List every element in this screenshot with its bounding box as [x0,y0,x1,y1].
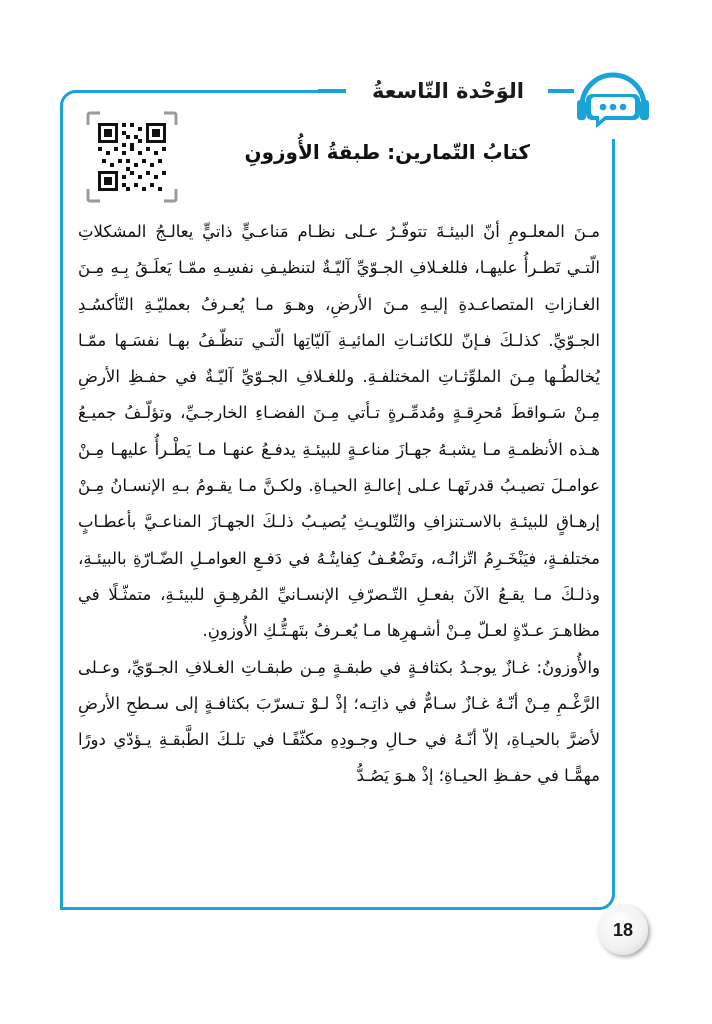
paragraph-2: والأُوزونُ: غـازٌ يوجـدُ بكثافـةٍ في طبقـةٍ مِـن طبقـاتِ الغـلافِ الجـوّيِّ، وعـلى الرَّغْـمِ مِـنْ أنّـهُ غـازٌ سـامٌّ في ذاتِـه؛ إذْ لـوْ تـسرّبَ بكثافـةٍ إلى سـطحِ الأرضِ لأضرَّ بالحيـاةِ، إلاّ أنّـهُ في حـالِ وجـودِهِ مكثّفًـا في تلـكَ الطَّبقـةِ يـؤدّي دورًا مهمًّـا في حفـظِ الحيـاةِ؛ إذْ هـوَ يَصُـدُّ [78,657,600,786]
header-line-left [318,89,346,93]
chat-headset-icon [572,60,654,142]
page-number: 18 [598,905,648,955]
qr-code-icon[interactable] [86,111,178,203]
unit-title: الوَحْدة التّاسعةُ [371,79,524,103]
header-line-right [548,89,574,93]
paragraph-1: مـنَ المعلـومِ أنّ البيئـةَ تتوفّـرُ عـلى نظـام مَناعـيٍّ ذاتيٍّ يعالـجُ المشكلاتِ الّتـي تَطـرأُ عليهـا، فللغـلافِ الجـوّيِّ آليّـةٌ لتنظيـفِ نفسِـهِ ممّـا يَعلَـقُ بِـهِ مِـنَ الغـازاتِ المتصاعـدةِ إليـهِ مـنَ الأرضِ، وهـوَ مـا يُعـرفُ بعمليّـةِ التّأكسُـدِ الجـوّيِّ. كذلـكَ فـإنّ للكائنـاتِ المائيـةِ آليّاتِها الّتـي تنظّـفُ بهـا نفسَـها ممّـا يُخالطُـها مِـنَ الملوِّثـاتِ المختلفـةِ. وللغـلافِ الجـوّيِّ آليّـةٌ في حفـظِ الأرضِ مِـنْ سَـواقطَ مُحرِقـةٍ ومُدمِّـرةٍ تـأتي مِـنَ الفضـاءِ الخارجـيِّ، وتؤلّـفُ جميـعُ هـذه الأنظمـةِ مـا يشبـهُ جهـازَ مناعـةٍ للبيئـةِ يدفـعُ عنهـا مـا يَطْـرأُ عليهـا مِـنْ عوامـلَ تصيـبُ قدرتَهـا عـلى إعالـةِ الحيـاةِ. ولكـنَّ مـا يقـومُ بـهِ الإنسـانُ مِـنْ إرهـاقٍ للبيئـةِ بالاسـتنزافِ والتّلويـثِ يُصيـبُ ذلـكَ الجهـازَ المناعـيَّ بأعطـابٍ مختلفـةٍ، فيَنْخَـرِمُ اتّزانُـه، وتَضْعُـفُ كِفايتُـهُ في دَفـعِ العوامـلِ الضّـارّةِ بالبيئـةِ، وذلـكَ مـا يقـعُ الآنَ بفعـلِ التّـصرّفِ الإنسـانيِّ المُرهِـقِ للبيئـةِ، متمثّـلًا في مظاهـرَ عـدّةٍ لعـلّ مِـنْ أشـهرِها مـا يُعـرفُ بتَهـتُّـكِ الأُوزونِ. [78,222,600,641]
body-text [78,214,600,795]
lesson-title: كتابُ التّمارين: طبقةُ الأُوزونِ [244,140,530,164]
